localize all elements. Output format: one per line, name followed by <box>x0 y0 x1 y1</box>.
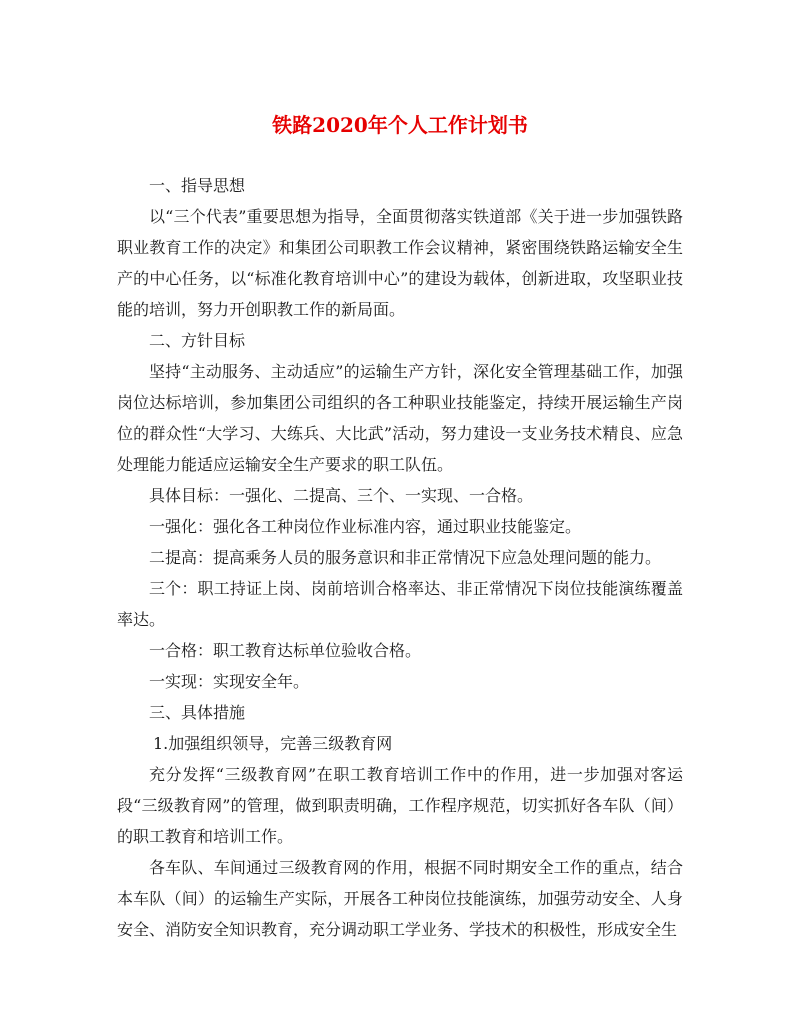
paragraph: 三个：职工持证上岗、岗前培训合格率达、非正常情况下岗位技能演练覆盖率达。 <box>117 579 683 629</box>
paragraph: 一强化：强化各工种岗位作业标准内容，通过职业技能鉴定。 <box>149 517 582 536</box>
paragraph: 二提高：提高乘务人员的服务意识和非正常情况下应急处理问题的能力。 <box>149 548 662 567</box>
section-heading: 三、具体措施 <box>149 703 246 722</box>
document-body <box>117 170 683 945</box>
paragraph: 充分发挥“三级教育网”在职工教育培训工作中的作用，进一步加强对客运段“三级教育网”的管理，做到职责明确，工作程序规范，切实抓好各车队（间）的职工教育和培训工作。 <box>117 765 683 846</box>
section-heading: 二、方针目标 <box>149 331 246 350</box>
paragraph: 以“三个代表”重要思想为指导，全面贯彻落实铁道部《关于进一步加强铁路职业教育工作的决定》和集团公司职教工作会议精神，紧密围绕铁路运输安全生产的中心任务，以“标准化教育培训中心”的建设为载体，创新进取，攻坚职业技能的培训，努力开创职教工作的新局面。 <box>117 207 683 319</box>
paragraph: 一实现：实现安全年。 <box>149 672 310 691</box>
paragraph: 坚持“主动服务、主动适应”的运输生产方针，深化安全管理基础工作，加强岗位达标培训，参加集团公司组织的各工种职业技能鉴定，持续开展运输生产岗位的群众性“大学习、大练兵、大比武”活动，努力建设一支业务技术精良、应急处理能力能适应运输安全生产要求的职工队伍。 <box>117 362 683 474</box>
paragraph: 一合格：职工教育达标单位验收合格。 <box>149 641 422 660</box>
paragraph: 具体目标：一强化、二提高、三个、一实现、一合格。 <box>149 486 534 505</box>
paragraph: 各车队、车间通过三级教育网的作用，根据不同时期安全工作的重点，结合本车队（间）的运输生产实际，开展各工种岗位技能演练，加强劳动安全、人身安全、消防安全知识教育，充分调动职工学业务、学技术的积极性，形成安全生 <box>117 858 683 939</box>
section-heading: 一、指导思想 <box>149 176 246 195</box>
document-title: 铁路2020年个人工作计划书 <box>272 113 528 137</box>
subsection-heading: 1.加强组织领导，完善三级教育网 <box>153 734 393 753</box>
